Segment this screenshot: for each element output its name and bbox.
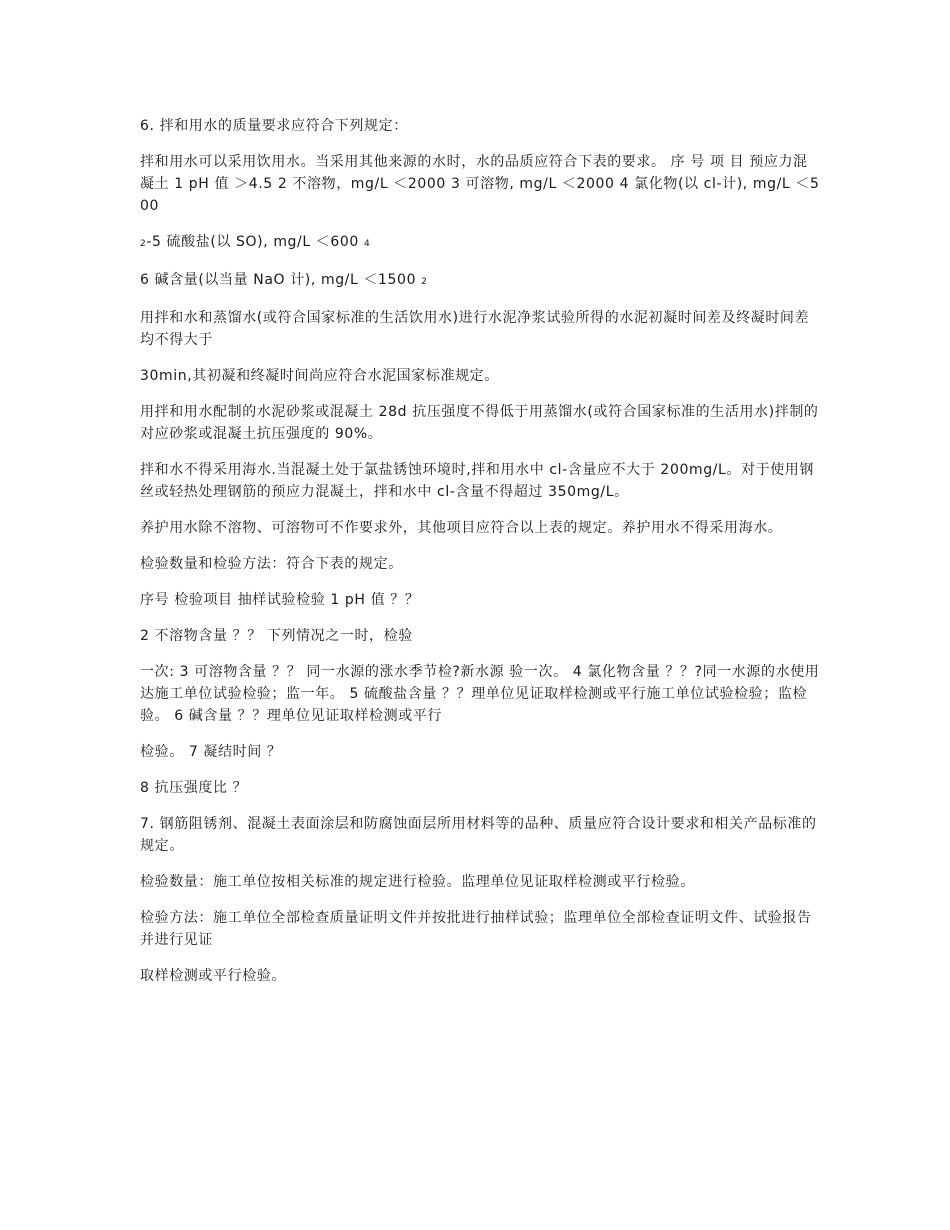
sulfate-text: -5 硫酸盐(以 SO), mg/L ＜600 xyxy=(146,234,364,250)
paragraph-14: 检验。 7 凝结时间 ？ xyxy=(140,744,282,760)
subscript-4: 4 xyxy=(363,239,371,249)
paragraph-1: 6. 拌和用水的质量要求应符合下列规定： xyxy=(140,118,408,134)
paragraph-16: 7. 钢筋阻锈剂、混凝土表面涂层和防腐蚀面层所用材料等的品种、质量应符合设计要求和相关产品标准的规定。 xyxy=(140,816,817,854)
paragraph-7: 用拌和用水配制的水泥砂浆或混凝土 28d 抗压强度不得低于用蒸馏水(或符合国家标准的生活用水)拌制的对应砂浆或混凝土抗压强度的 90%。 xyxy=(140,404,819,442)
paragraph-sulfate xyxy=(140,231,820,255)
paragraph-18: 检验方法：施工单位全部检查质量证明文件并按批进行抽样试验；监理单位全部检查证明文件、试验报告并进行见证 xyxy=(140,910,812,948)
paragraph-2: 拌和用水可以采用饮用水。当采用其他来源的水时，水的品质应符合下表的要求。 序 号 项 目 预应力混凝土 1 pH 值 ＞4.5 2 不溶物，mg/L ＜2000 3 可溶物, mg/L ＜2000 4 氯化物(以 cl-计), mg/L ＜500 xyxy=(140,154,820,214)
paragraph-11: 序号 检验项目 抽样试验检验 1 pH 值 ？？ xyxy=(140,592,420,608)
paragraph-5: 用拌和水和蒸馏水(或符合国家标准的生活饮用水)进行水泥净浆试验所得的水泥初凝时间差及终凝时间差均不得大于 xyxy=(140,310,810,348)
subscript-2b: 2 xyxy=(421,277,428,287)
paragraph-15: 8 抗压强度比 ？ xyxy=(140,780,248,796)
paragraph-10: 检验数量和检验方法：符合下表的规定。 xyxy=(140,556,403,572)
paragraph-9: 养护用水除不溶物、可溶物可不作要求外，其他项目应符合以上表的规定。养护用水不得采用海水。 xyxy=(140,520,783,536)
document-page xyxy=(140,115,820,1001)
paragraph-17: 检验数量：施工单位按相关标准的规定进行检验。监理单位见证取样检测或平行检验。 xyxy=(140,874,695,890)
paragraph-13: 一次: 3 可溶物含量 ？？ 同一水源的涨水季节检?新水源 验一次。 4 氯化物含量 ？？?同一水源的水使用达施工单位试验检验；监一年。 5 硫酸盐含量 ？？理单位见证取样检测或平行施工单位试验检验；监检验。 6 碱含量 ？？理单位见证取样检测或平行 xyxy=(140,664,820,724)
subscript-2: 2 xyxy=(140,239,147,249)
paragraph-8: 拌和水不得采用海水.当混凝土处于氯盐锈蚀环境时,拌和用水中 cl-含量应不大于 200mg/L。对于使用钢丝或轻热处理钢筋的预应力混凝土，拌和水中 cl-含量不得超过 350mg/L。 xyxy=(140,462,814,500)
paragraph-19: 取样检测或平行检验。 xyxy=(140,968,286,984)
alkali-text: 6 碱含量(以当量 NaO 计), mg/L ＜1500 xyxy=(140,272,422,288)
paragraph-12: 2 不溶物含量 ？？ 下列情况之一时，检验 xyxy=(140,628,413,644)
paragraph-alkali xyxy=(140,269,820,293)
paragraph-6: 30min,其初凝和终凝时间尚应符合水泥国家标准规定。 xyxy=(140,368,499,384)
